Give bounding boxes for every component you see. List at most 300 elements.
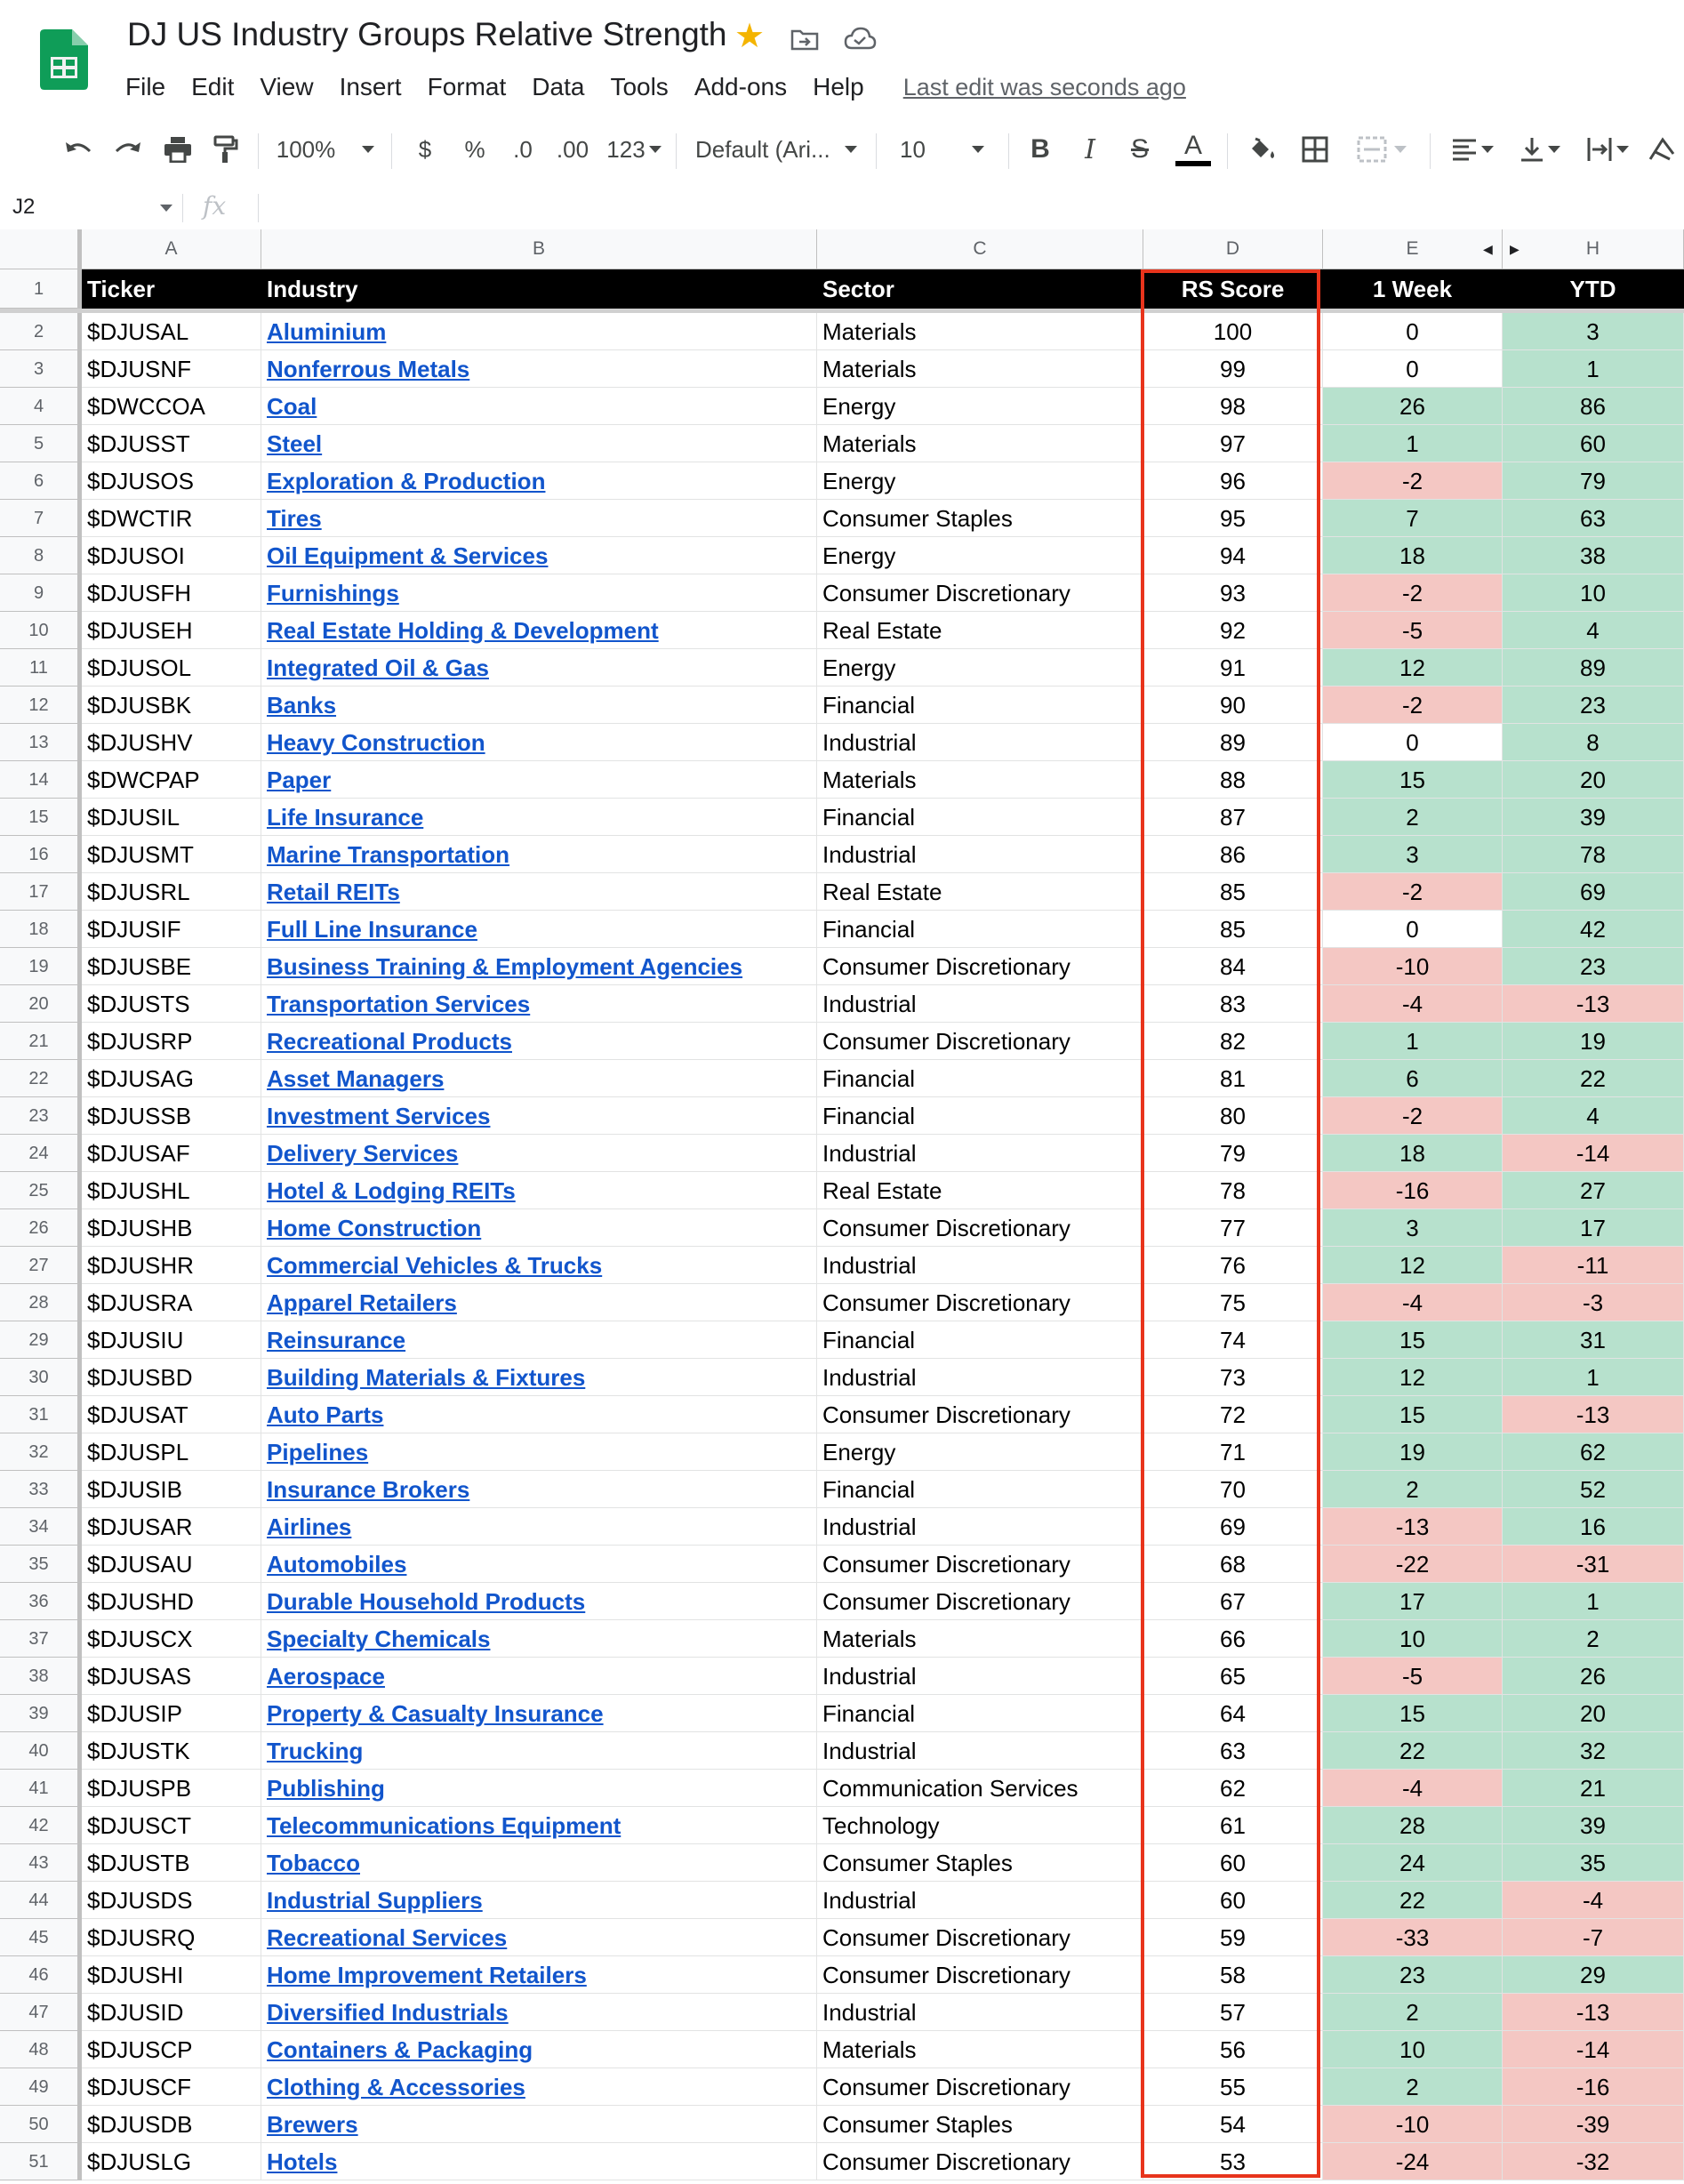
ticker-cell[interactable]: $DJUSAL bbox=[82, 313, 261, 350]
industry-link[interactable]: Brewers bbox=[267, 2111, 358, 2138]
sector-cell[interactable]: Real Estate bbox=[817, 873, 1143, 911]
rs-score-cell[interactable]: 79 bbox=[1143, 1135, 1323, 1172]
fill-color-icon[interactable] bbox=[1241, 130, 1282, 169]
row-number[interactable]: 17 bbox=[0, 873, 82, 911]
industry-cell[interactable] bbox=[261, 687, 817, 724]
row-number[interactable]: 11 bbox=[0, 649, 82, 687]
rs-score-cell[interactable]: 78 bbox=[1143, 1172, 1323, 1209]
industry-cell[interactable] bbox=[261, 761, 817, 799]
sector-cell[interactable]: Industrial bbox=[817, 985, 1143, 1023]
one-week-cell[interactable]: 7 bbox=[1323, 500, 1503, 537]
industry-link[interactable]: Recreational Services bbox=[267, 1924, 508, 1951]
column-header-b[interactable]: B bbox=[261, 229, 817, 269]
ticker-cell[interactable]: $DJUSSB bbox=[82, 1097, 261, 1135]
industry-link[interactable]: Transportation Services bbox=[267, 991, 531, 1017]
industry-link[interactable]: Apparel Retailers bbox=[267, 1289, 457, 1316]
sector-cell[interactable]: Financial bbox=[817, 687, 1143, 724]
font-size-select[interactable] bbox=[900, 130, 998, 169]
row-number[interactable]: 9 bbox=[0, 574, 82, 612]
industry-cell[interactable] bbox=[261, 425, 817, 462]
industry-link[interactable]: Business Training & Employment Agencies bbox=[267, 953, 743, 980]
industry-cell[interactable] bbox=[261, 1321, 817, 1359]
sector-cell[interactable]: Energy bbox=[817, 388, 1143, 425]
ytd-cell[interactable]: -4 bbox=[1503, 1882, 1684, 1919]
ticker-cell[interactable]: $DJUSAG bbox=[82, 1060, 261, 1097]
row-number[interactable]: 46 bbox=[0, 1956, 82, 1994]
row-number[interactable]: 4 bbox=[0, 388, 82, 425]
column-header-e[interactable]: E bbox=[1323, 229, 1503, 269]
sector-cell[interactable]: Consumer Staples bbox=[817, 500, 1143, 537]
one-week-cell[interactable]: -4 bbox=[1323, 1284, 1503, 1321]
one-week-cell[interactable]: 15 bbox=[1323, 1695, 1503, 1732]
industry-link[interactable]: Industrial Suppliers bbox=[267, 1887, 483, 1914]
one-week-cell[interactable]: -2 bbox=[1323, 687, 1503, 724]
industry-cell[interactable] bbox=[261, 1844, 817, 1882]
ytd-cell[interactable]: 2 bbox=[1503, 1620, 1684, 1658]
ytd-cell[interactable]: 35 bbox=[1503, 1844, 1684, 1882]
rs-score-cell[interactable]: 81 bbox=[1143, 1060, 1323, 1097]
row-number[interactable]: 8 bbox=[0, 537, 82, 574]
one-week-cell[interactable]: 12 bbox=[1323, 1359, 1503, 1396]
industry-cell[interactable] bbox=[261, 1919, 817, 1956]
ytd-cell[interactable]: 38 bbox=[1503, 537, 1684, 574]
rs-score-cell[interactable]: 75 bbox=[1143, 1284, 1323, 1321]
rs-score-cell[interactable]: 80 bbox=[1143, 1097, 1323, 1135]
one-week-cell[interactable]: 22 bbox=[1323, 1732, 1503, 1770]
row-number[interactable]: 28 bbox=[0, 1284, 82, 1321]
document-title[interactable]: DJ US Industry Groups Relative Strength bbox=[127, 16, 727, 52]
industry-link[interactable]: Commercial Vehicles & Trucks bbox=[267, 1252, 603, 1279]
industry-cell[interactable] bbox=[261, 2031, 817, 2068]
cloud-status-icon[interactable] bbox=[843, 24, 877, 54]
one-week-cell[interactable]: 12 bbox=[1323, 1247, 1503, 1284]
one-week-cell[interactable]: 17 bbox=[1323, 1583, 1503, 1620]
one-week-cell[interactable]: 15 bbox=[1323, 1396, 1503, 1433]
name-box[interactable] bbox=[12, 192, 172, 222]
row-number[interactable]: 13 bbox=[0, 724, 82, 761]
header-cell-ytd[interactable]: YTD bbox=[1503, 269, 1684, 309]
row-number[interactable]: 16 bbox=[0, 836, 82, 873]
industry-link[interactable]: Asset Managers bbox=[267, 1065, 445, 1092]
row-number[interactable]: 15 bbox=[0, 799, 82, 836]
row-number[interactable]: 37 bbox=[0, 1620, 82, 1658]
ticker-cell[interactable]: $DJUSCX bbox=[82, 1620, 261, 1658]
industry-cell[interactable] bbox=[261, 1359, 817, 1396]
industry-link[interactable]: Recreational Products bbox=[267, 1028, 512, 1055]
ytd-cell[interactable]: 89 bbox=[1503, 649, 1684, 687]
one-week-cell[interactable]: 2 bbox=[1323, 1994, 1503, 2031]
ytd-cell[interactable]: 23 bbox=[1503, 687, 1684, 724]
rs-score-cell[interactable]: 85 bbox=[1143, 911, 1323, 948]
industry-cell[interactable] bbox=[261, 537, 817, 574]
rs-score-cell[interactable]: 62 bbox=[1143, 1770, 1323, 1807]
ytd-cell[interactable]: -13 bbox=[1503, 985, 1684, 1023]
ticker-cell[interactable]: $DJUSCT bbox=[82, 1807, 261, 1844]
ytd-cell[interactable]: 22 bbox=[1503, 1060, 1684, 1097]
rs-score-cell[interactable]: 99 bbox=[1143, 350, 1323, 388]
one-week-cell[interactable]: -2 bbox=[1323, 574, 1503, 612]
ytd-cell[interactable]: 4 bbox=[1503, 1097, 1684, 1135]
header-cell-1-week[interactable]: 1 Week bbox=[1323, 269, 1503, 309]
industry-cell[interactable] bbox=[261, 1284, 817, 1321]
industry-link[interactable]: Property & Casualty Insurance bbox=[267, 1700, 604, 1727]
rs-score-cell[interactable]: 100 bbox=[1143, 313, 1323, 350]
industry-cell[interactable] bbox=[261, 1658, 817, 1695]
rs-score-cell[interactable]: 88 bbox=[1143, 761, 1323, 799]
industry-link[interactable]: Heavy Construction bbox=[267, 729, 485, 756]
row-number[interactable]: 21 bbox=[0, 1023, 82, 1060]
row-number[interactable]: 44 bbox=[0, 1882, 82, 1919]
row-number[interactable]: 36 bbox=[0, 1583, 82, 1620]
strikethrough-button[interactable]: S bbox=[1130, 134, 1149, 164]
sector-cell[interactable]: Consumer Staples bbox=[817, 1844, 1143, 1882]
ytd-cell[interactable]: 62 bbox=[1503, 1433, 1684, 1471]
ytd-cell[interactable]: 4 bbox=[1503, 612, 1684, 649]
one-week-cell[interactable]: 0 bbox=[1323, 724, 1503, 761]
ytd-cell[interactable]: 17 bbox=[1503, 1209, 1684, 1247]
ytd-cell[interactable]: -11 bbox=[1503, 1247, 1684, 1284]
row-number[interactable]: 14 bbox=[0, 761, 82, 799]
rs-score-cell[interactable]: 89 bbox=[1143, 724, 1323, 761]
row-number[interactable]: 29 bbox=[0, 1321, 82, 1359]
ytd-cell[interactable]: 39 bbox=[1503, 799, 1684, 836]
menu-help[interactable]: Help bbox=[813, 73, 864, 100]
rs-score-cell[interactable]: 77 bbox=[1143, 1209, 1323, 1247]
industry-link[interactable]: Auto Parts bbox=[267, 1401, 384, 1428]
industry-link[interactable]: Diversified Industrials bbox=[267, 1999, 509, 2026]
sector-cell[interactable]: Financial bbox=[817, 799, 1143, 836]
row-number[interactable]: 20 bbox=[0, 985, 82, 1023]
sector-cell[interactable]: Energy bbox=[817, 537, 1143, 574]
menu-file[interactable]: File bbox=[125, 73, 166, 100]
currency-format-button[interactable]: $ bbox=[418, 135, 432, 163]
sector-cell[interactable]: Industrial bbox=[817, 1882, 1143, 1919]
rs-score-cell[interactable]: 95 bbox=[1143, 500, 1323, 537]
ticker-cell[interactable]: $DJUSRP bbox=[82, 1023, 261, 1060]
move-folder-icon[interactable] bbox=[790, 24, 820, 54]
row-number[interactable]: 41 bbox=[0, 1770, 82, 1807]
column-header-h[interactable]: H bbox=[1503, 229, 1684, 269]
rs-score-cell[interactable]: 55 bbox=[1143, 2068, 1323, 2106]
one-week-cell[interactable]: 15 bbox=[1323, 1321, 1503, 1359]
industry-cell[interactable] bbox=[261, 313, 817, 350]
ticker-cell[interactable]: $DJUSIU bbox=[82, 1321, 261, 1359]
industry-link[interactable]: Investment Services bbox=[267, 1103, 491, 1129]
sector-cell[interactable]: Materials bbox=[817, 761, 1143, 799]
one-week-cell[interactable]: -4 bbox=[1323, 1770, 1503, 1807]
ticker-cell[interactable]: $DJUSEH bbox=[82, 612, 261, 649]
ytd-cell[interactable]: 3 bbox=[1503, 313, 1684, 350]
rs-score-cell[interactable]: 91 bbox=[1143, 649, 1323, 687]
industry-cell[interactable] bbox=[261, 985, 817, 1023]
industry-link[interactable]: Publishing bbox=[267, 1775, 385, 1802]
menu-tools[interactable]: Tools bbox=[610, 73, 669, 100]
menu-insert[interactable]: Insert bbox=[339, 73, 402, 100]
text-wrapping-icon[interactable] bbox=[1579, 130, 1636, 169]
industry-link[interactable]: Specialty Chemicals bbox=[267, 1626, 491, 1652]
sector-cell[interactable]: Industrial bbox=[817, 1247, 1143, 1284]
row-number[interactable]: 26 bbox=[0, 1209, 82, 1247]
ytd-cell[interactable]: 69 bbox=[1503, 873, 1684, 911]
one-week-cell[interactable]: 18 bbox=[1323, 1135, 1503, 1172]
industry-cell[interactable] bbox=[261, 1396, 817, 1433]
row-number[interactable]: 42 bbox=[0, 1807, 82, 1844]
ticker-cell[interactable]: $DJUSHD bbox=[82, 1583, 261, 1620]
ytd-cell[interactable]: 21 bbox=[1503, 1770, 1684, 1807]
sector-cell[interactable]: Energy bbox=[817, 649, 1143, 687]
industry-link[interactable]: Banks bbox=[267, 692, 337, 719]
one-week-cell[interactable]: -2 bbox=[1323, 873, 1503, 911]
sector-cell[interactable]: Real Estate bbox=[817, 612, 1143, 649]
industry-cell[interactable] bbox=[261, 350, 817, 388]
one-week-cell[interactable]: 12 bbox=[1323, 649, 1503, 687]
industry-cell[interactable] bbox=[261, 462, 817, 500]
industry-link[interactable]: Furnishings bbox=[267, 580, 399, 606]
ytd-cell[interactable]: 10 bbox=[1503, 574, 1684, 612]
ticker-cell[interactable]: $DJUSHV bbox=[82, 724, 261, 761]
rs-score-cell[interactable]: 92 bbox=[1143, 612, 1323, 649]
ticker-cell[interactable]: $DJUSAS bbox=[82, 1658, 261, 1695]
ytd-cell[interactable]: 1 bbox=[1503, 1583, 1684, 1620]
rs-score-cell[interactable]: 82 bbox=[1143, 1023, 1323, 1060]
industry-link[interactable]: Automobiles bbox=[267, 1551, 407, 1578]
ticker-cell[interactable]: $DJUSIF bbox=[82, 911, 261, 948]
ticker-cell[interactable]: $DJUSOS bbox=[82, 462, 261, 500]
ticker-cell[interactable]: $DJUSCP bbox=[82, 2031, 261, 2068]
industry-cell[interactable] bbox=[261, 1023, 817, 1060]
ytd-cell[interactable]: 60 bbox=[1503, 425, 1684, 462]
row-number[interactable]: 18 bbox=[0, 911, 82, 948]
hidden-columns-right-arrow-icon[interactable]: ▶ bbox=[1510, 242, 1520, 256]
ticker-cell[interactable]: $DJUSHL bbox=[82, 1172, 261, 1209]
industry-cell[interactable] bbox=[261, 1135, 817, 1172]
ytd-cell[interactable]: -16 bbox=[1503, 2068, 1684, 2106]
ytd-cell[interactable]: 26 bbox=[1503, 1658, 1684, 1695]
row-number[interactable]: 51 bbox=[0, 2143, 82, 2180]
sector-cell[interactable]: Materials bbox=[817, 2031, 1143, 2068]
industry-link[interactable]: Exploration & Production bbox=[267, 468, 546, 494]
undo-icon[interactable] bbox=[59, 130, 98, 169]
ticker-cell[interactable]: $DWCPAP bbox=[82, 761, 261, 799]
industry-cell[interactable] bbox=[261, 2106, 817, 2143]
row-number[interactable]: 31 bbox=[0, 1396, 82, 1433]
industry-cell[interactable] bbox=[261, 948, 817, 985]
ticker-cell[interactable]: $DJUSRQ bbox=[82, 1919, 261, 1956]
ytd-cell[interactable]: 29 bbox=[1503, 1956, 1684, 1994]
industry-cell[interactable] bbox=[261, 1994, 817, 2031]
industry-cell[interactable] bbox=[261, 1097, 817, 1135]
one-week-cell[interactable]: 3 bbox=[1323, 836, 1503, 873]
rs-score-cell[interactable]: 74 bbox=[1143, 1321, 1323, 1359]
one-week-cell[interactable]: -5 bbox=[1323, 612, 1503, 649]
industry-cell[interactable] bbox=[261, 1882, 817, 1919]
rs-score-cell[interactable]: 59 bbox=[1143, 1919, 1323, 1956]
industry-link[interactable]: Airlines bbox=[267, 1514, 352, 1540]
sector-cell[interactable]: Industrial bbox=[817, 836, 1143, 873]
industry-link[interactable]: Durable Household Products bbox=[267, 1588, 586, 1615]
industry-cell[interactable] bbox=[261, 1956, 817, 1994]
industry-cell[interactable] bbox=[261, 911, 817, 948]
header-cell-ticker[interactable]: Ticker bbox=[82, 269, 261, 309]
ytd-cell[interactable]: 8 bbox=[1503, 724, 1684, 761]
sector-cell[interactable]: Financial bbox=[817, 1097, 1143, 1135]
ticker-cell[interactable]: $DJUSAR bbox=[82, 1508, 261, 1546]
industry-cell[interactable] bbox=[261, 1732, 817, 1770]
ticker-cell[interactable]: $DJUSRA bbox=[82, 1284, 261, 1321]
ytd-cell[interactable]: -13 bbox=[1503, 1396, 1684, 1433]
sector-cell[interactable]: Financial bbox=[817, 911, 1143, 948]
industry-link[interactable]: Oil Equipment & Services bbox=[267, 542, 549, 569]
sector-cell[interactable]: Financial bbox=[817, 1060, 1143, 1097]
ytd-cell[interactable]: 16 bbox=[1503, 1508, 1684, 1546]
industry-link[interactable]: Aerospace bbox=[267, 1663, 385, 1690]
rs-score-cell[interactable]: 93 bbox=[1143, 574, 1323, 612]
one-week-cell[interactable]: -4 bbox=[1323, 985, 1503, 1023]
rs-score-cell[interactable]: 61 bbox=[1143, 1807, 1323, 1844]
one-week-cell[interactable]: 1 bbox=[1323, 1023, 1503, 1060]
ticker-cell[interactable]: $DJUSHI bbox=[82, 1956, 261, 1994]
sector-cell[interactable]: Industrial bbox=[817, 1135, 1143, 1172]
menu-view[interactable]: View bbox=[260, 73, 314, 100]
industry-link[interactable]: Real Estate Holding & Development bbox=[267, 617, 659, 644]
one-week-cell[interactable]: 0 bbox=[1323, 911, 1503, 948]
select-all-corner[interactable] bbox=[0, 229, 82, 269]
ticker-cell[interactable]: $DJUSCF bbox=[82, 2068, 261, 2106]
one-week-cell[interactable]: -22 bbox=[1323, 1546, 1503, 1583]
ytd-cell[interactable]: 19 bbox=[1503, 1023, 1684, 1060]
one-week-cell[interactable]: 28 bbox=[1323, 1807, 1503, 1844]
row-number[interactable]: 32 bbox=[0, 1433, 82, 1471]
header-cell-rs-score[interactable]: RS Score bbox=[1143, 269, 1323, 309]
industry-cell[interactable] bbox=[261, 2143, 817, 2180]
row-number[interactable]: 47 bbox=[0, 1994, 82, 2031]
industry-link[interactable]: Home Improvement Retailers bbox=[267, 1962, 587, 1988]
row-number[interactable]: 5 bbox=[0, 425, 82, 462]
sector-cell[interactable]: Consumer Discretionary bbox=[817, 2143, 1143, 2180]
one-week-cell[interactable]: 15 bbox=[1323, 761, 1503, 799]
one-week-cell[interactable]: 2 bbox=[1323, 1471, 1503, 1508]
rs-score-cell[interactable]: 70 bbox=[1143, 1471, 1323, 1508]
industry-cell[interactable] bbox=[261, 2068, 817, 2106]
sector-cell[interactable]: Materials bbox=[817, 425, 1143, 462]
industry-cell[interactable] bbox=[261, 1807, 817, 1844]
rs-score-cell[interactable]: 72 bbox=[1143, 1396, 1323, 1433]
row-number[interactable]: 40 bbox=[0, 1732, 82, 1770]
frozen-row-divider[interactable] bbox=[0, 309, 1684, 313]
rs-score-cell[interactable]: 67 bbox=[1143, 1583, 1323, 1620]
industry-cell[interactable] bbox=[261, 724, 817, 761]
ticker-cell[interactable]: $DJUSPL bbox=[82, 1433, 261, 1471]
rs-score-cell[interactable]: 84 bbox=[1143, 948, 1323, 985]
rs-score-cell[interactable]: 54 bbox=[1143, 2106, 1323, 2143]
industry-link[interactable]: Coal bbox=[267, 393, 317, 420]
industry-cell[interactable] bbox=[261, 574, 817, 612]
ytd-cell[interactable]: 79 bbox=[1503, 462, 1684, 500]
ticker-cell[interactable]: $DJUSIB bbox=[82, 1471, 261, 1508]
row-number[interactable]: 10 bbox=[0, 612, 82, 649]
industry-cell[interactable] bbox=[261, 873, 817, 911]
industry-link[interactable]: Retail REITs bbox=[267, 879, 400, 905]
sector-cell[interactable]: Consumer Discretionary bbox=[817, 1209, 1143, 1247]
row-number[interactable]: 24 bbox=[0, 1135, 82, 1172]
sector-cell[interactable]: Financial bbox=[817, 1321, 1143, 1359]
one-week-cell[interactable]: -13 bbox=[1323, 1508, 1503, 1546]
one-week-cell[interactable]: -10 bbox=[1323, 2106, 1503, 2143]
rs-score-cell[interactable]: 71 bbox=[1143, 1433, 1323, 1471]
rs-score-cell[interactable]: 57 bbox=[1143, 1994, 1323, 2031]
ytd-cell[interactable]: -32 bbox=[1503, 2143, 1684, 2180]
industry-link[interactable]: Home Construction bbox=[267, 1215, 482, 1241]
ticker-cell[interactable]: $DJUSIL bbox=[82, 799, 261, 836]
ticker-cell[interactable]: $DJUSID bbox=[82, 1994, 261, 2031]
zoom-select[interactable] bbox=[272, 130, 379, 169]
ticker-cell[interactable]: $DJUSTS bbox=[82, 985, 261, 1023]
sector-cell[interactable]: Consumer Discretionary bbox=[817, 1396, 1143, 1433]
rs-score-cell[interactable]: 68 bbox=[1143, 1546, 1323, 1583]
one-week-cell[interactable]: 19 bbox=[1323, 1433, 1503, 1471]
row-number[interactable]: 50 bbox=[0, 2106, 82, 2143]
row-number[interactable]: 39 bbox=[0, 1695, 82, 1732]
sector-cell[interactable]: Consumer Discretionary bbox=[817, 1546, 1143, 1583]
sector-cell[interactable]: Communication Services bbox=[817, 1770, 1143, 1807]
sector-cell[interactable]: Consumer Discretionary bbox=[817, 1023, 1143, 1060]
one-week-cell[interactable]: 10 bbox=[1323, 1620, 1503, 1658]
rs-score-cell[interactable]: 85 bbox=[1143, 873, 1323, 911]
industry-link[interactable]: Trucking bbox=[267, 1738, 364, 1764]
ticker-cell[interactable]: $DJUSDB bbox=[82, 2106, 261, 2143]
industry-cell[interactable] bbox=[261, 649, 817, 687]
ticker-cell[interactable]: $DJUSHB bbox=[82, 1209, 261, 1247]
column-header-c[interactable]: C bbox=[817, 229, 1143, 269]
industry-cell[interactable] bbox=[261, 1247, 817, 1284]
row-number[interactable]: 43 bbox=[0, 1844, 82, 1882]
ytd-cell[interactable]: -14 bbox=[1503, 2031, 1684, 2068]
row-number[interactable]: 23 bbox=[0, 1097, 82, 1135]
print-icon[interactable] bbox=[158, 130, 197, 169]
ticker-cell[interactable]: $DJUSBE bbox=[82, 948, 261, 985]
industry-link[interactable]: Telecommunications Equipment bbox=[267, 1812, 621, 1839]
rs-score-cell[interactable]: 90 bbox=[1143, 687, 1323, 724]
one-week-cell[interactable]: 23 bbox=[1323, 1956, 1503, 1994]
one-week-cell[interactable]: -16 bbox=[1323, 1172, 1503, 1209]
rs-score-cell[interactable]: 63 bbox=[1143, 1732, 1323, 1770]
row-number[interactable]: 35 bbox=[0, 1546, 82, 1583]
rs-score-cell[interactable]: 60 bbox=[1143, 1882, 1323, 1919]
ytd-cell[interactable]: 78 bbox=[1503, 836, 1684, 873]
ticker-cell[interactable]: $DJUSIP bbox=[82, 1695, 261, 1732]
ticker-cell[interactable]: $DJUSLG bbox=[82, 2143, 261, 2180]
ytd-cell[interactable]: 1 bbox=[1503, 1359, 1684, 1396]
merge-cells-icon[interactable] bbox=[1346, 130, 1417, 169]
industry-link[interactable]: Hotel & Lodging REITs bbox=[267, 1177, 516, 1204]
ytd-cell[interactable]: -3 bbox=[1503, 1284, 1684, 1321]
industry-link[interactable]: Clothing & Accessories bbox=[267, 2074, 525, 2100]
ytd-cell[interactable]: 52 bbox=[1503, 1471, 1684, 1508]
rs-score-cell[interactable]: 56 bbox=[1143, 2031, 1323, 2068]
rs-score-cell[interactable]: 69 bbox=[1143, 1508, 1323, 1546]
industry-cell[interactable] bbox=[261, 1695, 817, 1732]
ticker-cell[interactable]: $DJUSOL bbox=[82, 649, 261, 687]
ticker-cell[interactable]: $DWCCOA bbox=[82, 388, 261, 425]
industry-cell[interactable] bbox=[261, 1770, 817, 1807]
one-week-cell[interactable]: 6 bbox=[1323, 1060, 1503, 1097]
sector-cell[interactable]: Materials bbox=[817, 350, 1143, 388]
ytd-cell[interactable]: 27 bbox=[1503, 1172, 1684, 1209]
industry-link[interactable]: Reinsurance bbox=[267, 1327, 406, 1353]
one-week-cell[interactable]: 2 bbox=[1323, 799, 1503, 836]
last-edit-link[interactable]: Last edit was seconds ago bbox=[902, 73, 1186, 100]
rs-score-cell[interactable]: 98 bbox=[1143, 388, 1323, 425]
